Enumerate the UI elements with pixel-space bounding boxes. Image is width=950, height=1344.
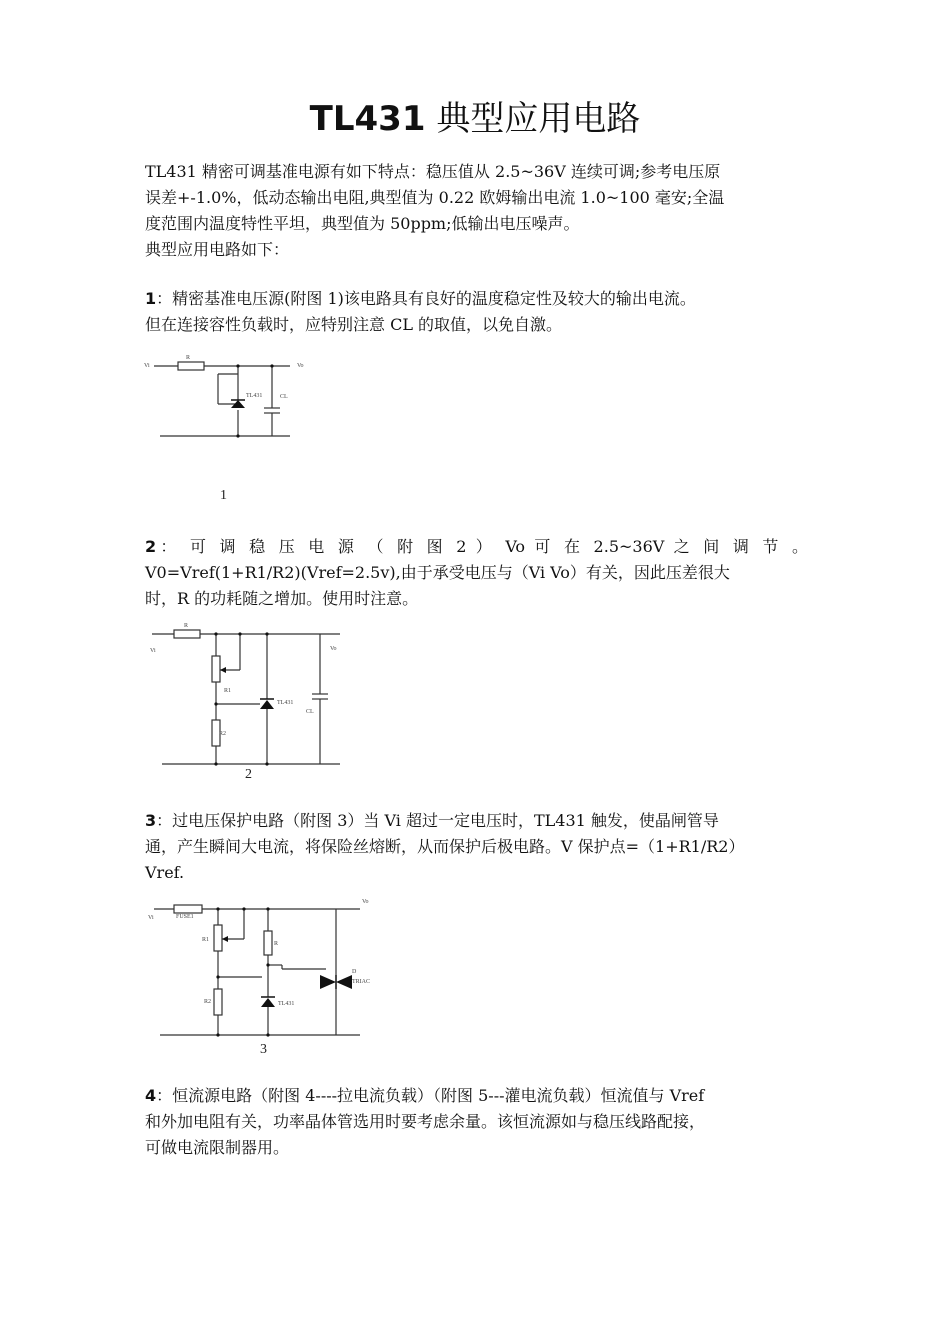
section3-text: ：过电压保护电路（附图 3）当 Vi 超过一定电压时，TL431 触发，使晶闸管导 bbox=[156, 811, 719, 830]
section3-line: 通，产生瞬间大电流，将保险丝熔断，从而保护后极电路。V 保护点=（1+R1/R2） bbox=[145, 837, 745, 856]
section2-line bbox=[145, 534, 808, 560]
title-latin: TL431 bbox=[309, 99, 426, 139]
figure-3-circuit bbox=[140, 893, 390, 1058]
figure-1-circuit bbox=[140, 350, 340, 510]
section3-line bbox=[145, 808, 808, 834]
section4-line: 和外加电阻有关，功率晶体管选用时要考虑余量。该恒流源如与稳压线路配接， bbox=[145, 1112, 706, 1131]
section4-paragraph bbox=[145, 1083, 808, 1161]
fig2-label-r2: R2 bbox=[219, 731, 227, 737]
title-rest: 典型应用电路 bbox=[436, 99, 641, 139]
fig3-label-r1: R1 bbox=[202, 937, 210, 943]
section2-line: V0=Vref(1+R1/R2)(Vref=2.5v),由于承受电压与（Vi Vo）有关，因此压差很大 bbox=[145, 563, 730, 582]
page-title bbox=[0, 96, 950, 142]
section3-line: Vref. bbox=[145, 863, 185, 882]
fig2-label-vo: Vo bbox=[330, 646, 337, 652]
fig2-caption: 2 bbox=[245, 767, 252, 782]
section4-line bbox=[145, 1083, 808, 1109]
intro-line: 误差+-1.0%，低动态输出电阻,典型值为 0.22 欧姆输出电流 1.0~100 毫安;全温 bbox=[145, 188, 725, 207]
fig3-label-vi: Vi bbox=[148, 915, 154, 921]
section2-text: ： 可 调 稳 压 电 源 （ 附 图 2 ） Vo 可 在 2.5~36V 之 间 调 节 。 bbox=[156, 537, 808, 556]
fig3-label-triac: TRIAC bbox=[352, 979, 370, 985]
section2-line: 时，R 的功耗随之增加。使用时注意。 bbox=[145, 589, 419, 608]
fig3-label-fuse: FUSE1 bbox=[176, 914, 194, 920]
fig3-label-tl431: TL431 bbox=[278, 1001, 295, 1007]
section1-line bbox=[145, 286, 808, 312]
section4-text: ：恒流源电路（附图 4----拉电流负载）（附图 5---灌电流负载）恒流值与 Vref bbox=[156, 1086, 705, 1105]
fig2-label-vi: Vi bbox=[150, 648, 156, 654]
fig3-label-vo: Vo bbox=[362, 899, 369, 905]
section1-paragraph bbox=[145, 286, 808, 338]
intro-paragraph bbox=[145, 159, 808, 263]
fig1-caption: 1 bbox=[220, 488, 227, 503]
fig1-label-tl431: TL431 bbox=[246, 393, 263, 399]
fig2-label-tl431: TL431 bbox=[277, 700, 294, 706]
fig2-label-r: R bbox=[184, 623, 189, 629]
fig3-label-r: R bbox=[274, 941, 279, 947]
section1-line: 但在连接容性负载时，应特别注意 CL 的取值，以免自激。 bbox=[145, 315, 563, 334]
fig1-label-r: R bbox=[186, 355, 191, 361]
section4-line: 可做电流限制器用。 bbox=[145, 1138, 290, 1157]
fig1-label-vi: Vi bbox=[144, 363, 150, 369]
fig3-label-scr: D bbox=[352, 969, 357, 975]
section1-text: ：精密基准电压源(附图 1)该电路具有良好的温度稳定性及较大的输出电流。 bbox=[156, 289, 696, 308]
section2-number: 2 bbox=[145, 537, 157, 556]
fig3-caption: 3 bbox=[260, 1042, 267, 1057]
section3-number: 3 bbox=[145, 811, 157, 830]
figure-2-circuit bbox=[140, 620, 350, 785]
fig1-label-cl: CL bbox=[280, 394, 288, 400]
fig2-label-r1: R1 bbox=[224, 688, 232, 694]
intro-line: 典型应用电路如下： bbox=[145, 240, 290, 259]
intro-line: TL431 精密可调基准电源有如下特点：稳压值从 2.5~36V 连续可调;参考电压原 bbox=[145, 162, 721, 181]
fig1-label-vo: Vo bbox=[297, 363, 304, 369]
fig2-label-cl: CL bbox=[306, 709, 314, 715]
section2-paragraph bbox=[145, 534, 808, 612]
section1-number: 1 bbox=[145, 289, 157, 308]
section3-paragraph bbox=[145, 808, 808, 886]
section4-number: 4 bbox=[145, 1086, 157, 1105]
intro-line: 度范围内温度特性平坦，典型值为 50ppm;低输出电压噪声。 bbox=[145, 214, 580, 233]
fig3-label-r2: R2 bbox=[204, 999, 212, 1005]
